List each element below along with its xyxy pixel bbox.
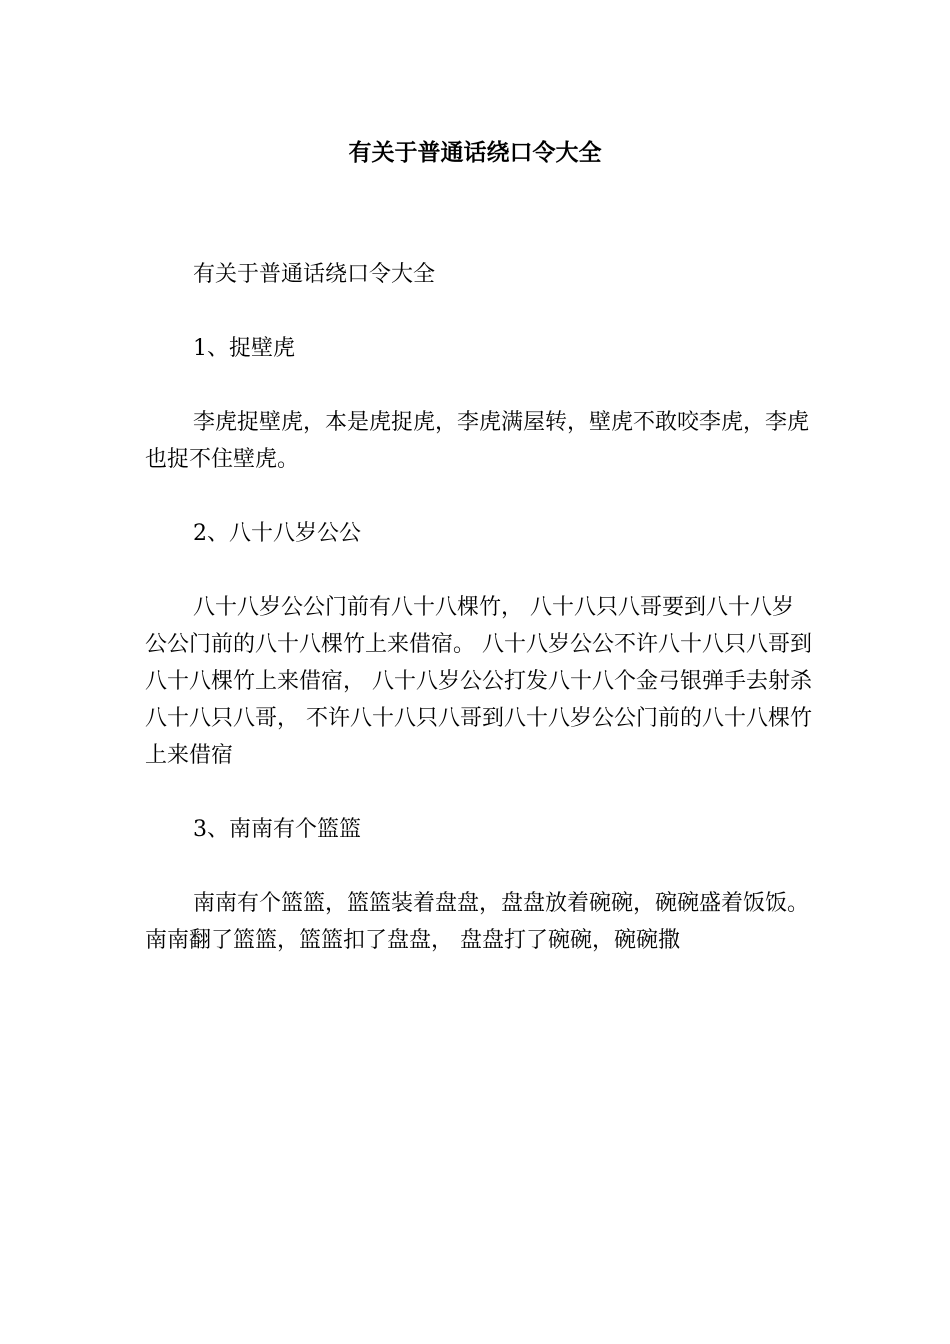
paragraph-2: 八十八岁公公门前有八十八棵竹， 八十八只八哥要到八十八岁公公门前的八十八棵竹上来借宿。 八十八岁公公不许八十八只八哥到八十八棵竹上来借宿， 八十八岁公公打发八十八个金弓银弹手去射杀八十八只八哥， 不许八十八只八哥到八十八岁公公门前的八十八棵竹上来借宿	[145, 595, 812, 768]
paragraph-3: 南南有个篮篮，篮篮装着盘盘，盘盘放着碗碗，碗碗盛着饭饭。南南翻了篮篮，篮篮扣了盘盘， 盘盘打了碗碗，碗碗撒	[145, 891, 810, 953]
section-heading-2: 2、八十八岁公公	[193, 521, 361, 546]
paragraph-heading: 有关于普通话绕口令大全	[193, 262, 436, 287]
paragraph-1: 李虎捉壁虎，本是虎捉虎，李虎满屋转，壁虎不敢咬李虎，李虎也捉不住壁虎。	[145, 410, 810, 472]
document-body	[145, 256, 815, 996]
section-heading-3: 3、南南有个篮篮	[193, 817, 361, 842]
document-title: 有关于普通话绕口令大全	[348, 139, 602, 166]
section-heading-1: 1、捉壁虎	[193, 336, 295, 361]
